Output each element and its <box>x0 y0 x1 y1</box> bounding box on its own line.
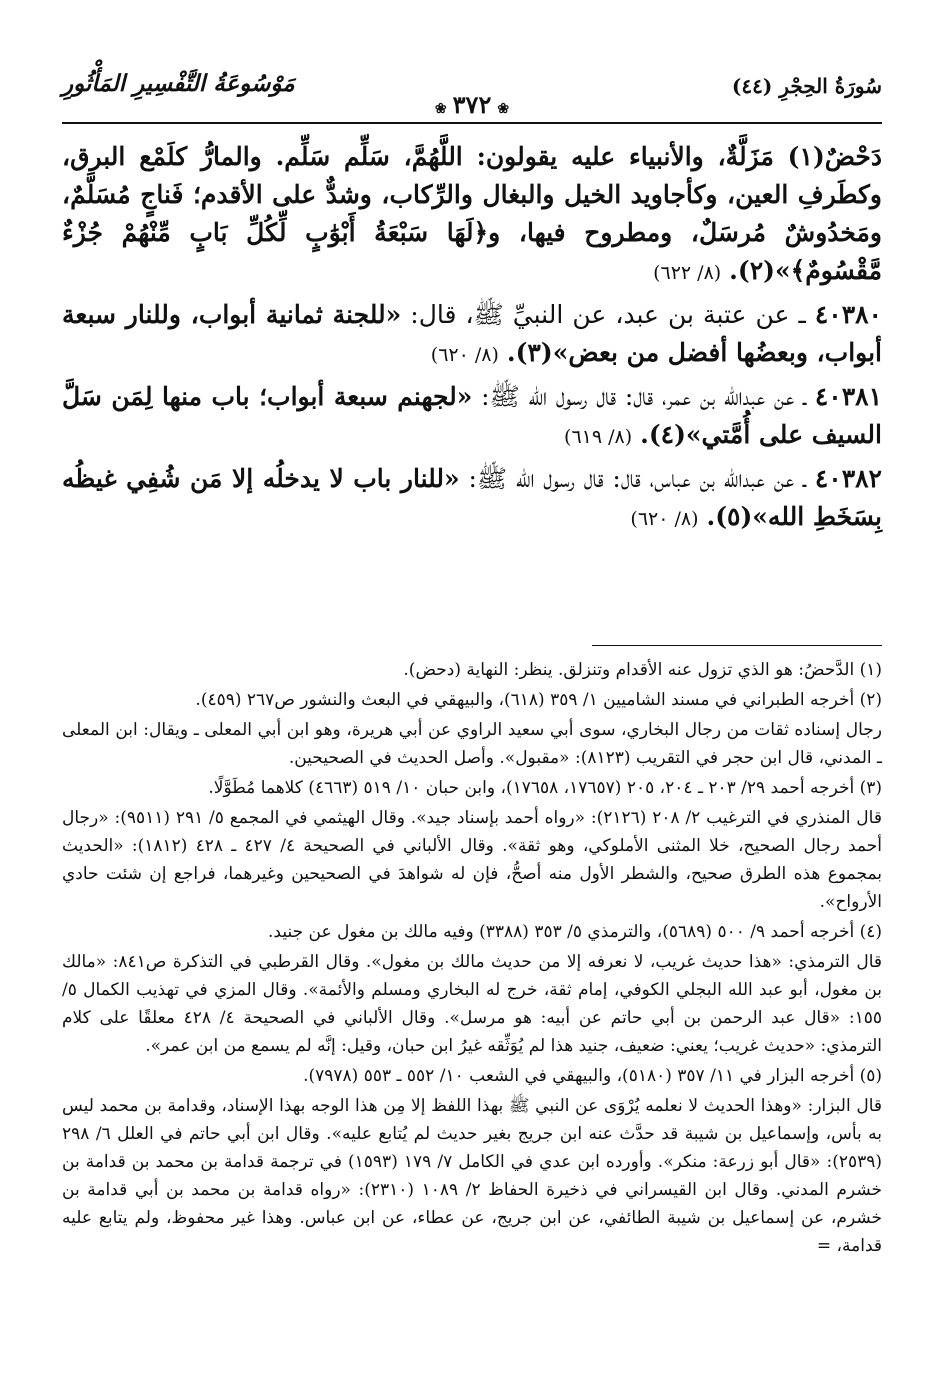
volume-reference: (٨/ ٦٢٠) <box>630 508 699 530</box>
page-header <box>62 60 882 119</box>
volume-reference: (٨/ ٦٢٠) <box>430 344 499 366</box>
book-title: مَوْسُوعَةُ التَّفْسِيرِ المَأْثُورِ <box>62 70 295 97</box>
hadith-paragraph <box>62 378 882 456</box>
volume-reference: (٨/ ٦٢٢) <box>653 262 722 284</box>
hadith-number: ٤٠٣٨٠ <box>814 300 882 329</box>
footnote: (٤) أخرجه أحمد ٩/ ٥٠٠ (٥٦٨٩)، والترمذي ٥/ ٣٥٣ (٣٣٨٨) وفيه مالك بن مغول عن جنيد. <box>268 922 882 942</box>
hadith-quote: «للنار باب لا يدخلُه إلا مَن شُفِي غيظُه بِسَخَطِ الله»(٥). <box>62 464 882 531</box>
hadith-paragraph <box>62 460 882 538</box>
footnote-separator <box>592 645 882 646</box>
footnote: قال المنذري في الترغيب ٢/ ٢٠٨ (٢١٢٦): «رواه أحمد بإسناد جيد». وقال الهيثمي في المجمع ٥/ ٢٩١ (٩٥١١): «رجال أحمد رجال الصحيح، خلا المثنى الأملوكي، وهو ثقة». وقال الألباني في الصحيحة ٤/ ٤٢٧ ـ ٤٢٨ (١٨١٢): «الحديث بمجموع هذه الطرق صحيح، والشطر الأول منه أصحُّ، فإن له شواهدَ في الصحيحين وغيرهما، فراجع إن شئت حادي الأرواح». <box>62 808 882 912</box>
footnotes <box>62 656 882 1262</box>
footnote: (٥) أخرجه البزار في ١١/ ٣٥٧ (٥١٨٠)، والبيهقي في الشعب ١٠/ ٥٥٢ ـ ٥٥٣ (٧٩٧٨). <box>303 1066 882 1086</box>
ornament-icon: ❀ <box>434 101 447 117</box>
hadith-quote: «لجهنم سبعة أبواب؛ باب منها لِمَن سَلَّ السيف على أُمَّتي»(٤). <box>62 382 882 449</box>
page-number: ٣٧٢ <box>452 90 492 119</box>
main-text <box>62 138 882 542</box>
footnote: رجال إسناده ثقات من رجال البخاري، سوى أبي سعيد الراوي عن أبي هريرة، وهو ابن أبي المعلى ـ ويقال: ابن المعلى ـ المدني، قال ابن حجر في التقريب (٨١٢٣): «مقبول». وأصل الحديث في الصحيحين. <box>62 720 882 768</box>
footnote: قال البزار: «وهذا الحديث لا نعلمه يُرْوَى عن النبي ﷺ بهذا اللفظ إلا مِن هذا الوجه بهذا الإسناد، وقدامة بن محمد ليس به بأس، وإسماعيل بن شيبة قد حدَّث عنه ابن جريج بغير حديث لم يُتابع عليه». وقال ابن أبي حاتم في العلل ٦/ ٢٩٨ (٢٥٣٩): «قال أبو زرعة: منكر». وأورده ابن عدي في الكامل ٧/ ١٧٩ (١٥٩٣) في ترجمة قدامة بن محمد بن قدامة بن خشرم المدني. وقال ابن القيسراني في ذخيرة الحفاظ ٢/ ١٠٨٩ (٢٣١٠): «رواه قدامة بن محمد بن أبي قدامة بن خشرم، عن إسماعيل بن شيبة الطائفي، عن ابن جريج، عن عطاء، عن ابن عباس. وهذا غير محفوظ، ولم يتابع عليه قدامة، = <box>62 1096 882 1256</box>
hadith-intro: ـ عن عبدالله بن عباس، قال: قال رسول الله ﷺ: <box>468 464 807 493</box>
surah-title: سُورَةُ الحِجْرِ (٤٤) <box>731 74 882 98</box>
hadith-quote: «للجنة ثمانية أبواب، وللنار سبعة أبواب، وبعضُها أفضل من بعض»(٣). <box>62 300 882 367</box>
continuation-text: دَحْضٌ(١) مَزَلَّةٌ، والأنبياء عليه يقولون: اللَّهُمَّ، سَلِّم سَلِّم. والمارُّ كلَمْع البرق، وكطَرفِ العين، وكأجاويد الخيل والبغال والرِّكاب، وشدٌّ على الأقدم؛ فَناجٍ مُسَلَّمٌ، ومَخدُوشٌ مُرسَلٌ، ومطروح فيها، و﴿لَهَا سَبْعَةُ أَبْوَٰبٍ لِّكُلِّ بَابٍ مِّنْهُمْ جُزْءٌ مَّقْسُومٌ﴾»(٢). <box>62 142 882 285</box>
hadith-intro: ـ عن عبدالله بن عمر، قال: قال رسول الله ﷺ: <box>481 382 807 411</box>
footnote: (١) الدَّحضُ: هو الذي تزول عنه الأقدام وتنزلق. ينظر: النهاية (دحض). <box>403 660 882 680</box>
footnote: (٢) أخرجه الطبراني في مسند الشاميين ١/ ٣٥٩ (٦١٨)، والبيهقي في البعث والنشور ص٢٦٧ (٤٥٩). <box>195 690 882 710</box>
footnote: (٣) أخرجه أحمد ٢٩/ ٢٠٣ ـ ٢٠٤، ٢٠٥ (١٧٦٥٧، ١٧٦٥٨)، وابن حبان ١٠/ ٥١٩ (٤٦٦٣) كلاهما مُطَوَّلًا. <box>208 778 882 798</box>
continuation-paragraph <box>62 138 882 292</box>
page <box>62 60 882 1360</box>
volume-reference: (٨/ ٦١٩) <box>564 426 633 448</box>
hadith-intro: ـ عن عتبة بن عبد، عن النبيِّ ﷺ، قال: <box>410 300 806 329</box>
ornament-icon: ❀ <box>497 101 510 117</box>
hadith-number: ٤٠٣٨١ <box>814 382 882 411</box>
header-rule <box>62 122 882 124</box>
hadith-number: ٤٠٣٨٢ <box>814 464 882 493</box>
hadith-paragraph <box>62 296 882 374</box>
footnote: قال الترمذي: «هذا حديث غريب، لا نعرفه إلا من حديث مالك بن مغول». وقال القرطبي في التذكرة ص٨٤١: «مالك بن مغول، أبو عبد الله البجلي الكوفي، إمام ثقة، خرج له البخاري ومسلم والأئمة». وقال المزي في تهذيب الكمال ٥/ ١٥٥: «قال عبد الرحمن بن أبي حاتم عن أبيه: هو مرسل». وقال الألباني في الصحيحة ٤/ ٤٢٨ معلقًا على كلام الترمذي: «حديث غريب؛ يعني: ضعيف، جنيد هذا لم يُوَثِّقه غيرُ ابن حبان، وقيل: إنَّه لم يسمع من ابن عمر». <box>62 952 882 1056</box>
